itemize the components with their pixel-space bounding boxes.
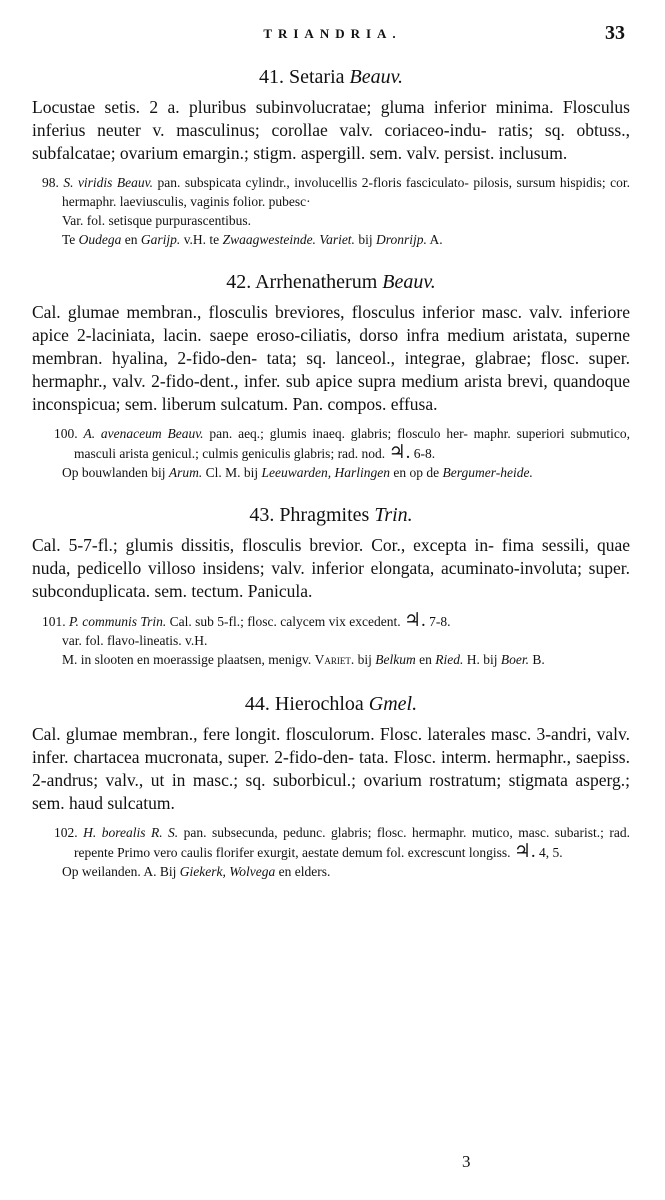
species-number: 98.: [42, 175, 59, 190]
species-number: 102.: [54, 825, 78, 840]
genus-name: Arrhenatherum: [255, 271, 378, 293]
locality-text: Op weilanden. A. Bij: [62, 864, 177, 879]
genus-section-arrhenatherum: [32, 269, 630, 482]
locality-text: bij: [358, 232, 373, 247]
species-entry: [32, 424, 630, 463]
flowering-months: 6-8.: [413, 446, 436, 461]
species-description: pan. subspicata cylindr., involucellis 2-floris fasciculato- pilosis, sursum hispidis; cor. hermaphr. laeviusculis, vaginis folior. pubesc·: [62, 175, 631, 209]
locality-place: Arum.: [168, 465, 203, 480]
genus-author: Beauv.: [382, 271, 436, 293]
species-author: Beauv.: [116, 175, 154, 190]
locality-text: en: [124, 232, 138, 247]
species-localities: [32, 862, 630, 881]
page-content: [32, 64, 630, 881]
species-epithet: viridis: [77, 175, 113, 190]
genus-name: Phragmites: [279, 504, 370, 526]
locality-text: M. in slooten en moerassige plaatsen, menigv.: [62, 652, 312, 667]
genus-author: Beauv.: [349, 66, 404, 88]
genus-number: 42.: [226, 271, 252, 293]
locality-text: Te: [62, 232, 76, 247]
species-epithet: borealis: [101, 825, 146, 840]
genus-name: Hierochloa: [274, 693, 364, 715]
species-entry: [32, 611, 630, 631]
genus-section-setaria: [32, 64, 630, 249]
locality-place: Giekerk,: [179, 864, 226, 879]
genus-name: Setaria: [288, 66, 345, 88]
species-description: Cal. sub 5-fl.; flosc. calycem vix excedent.: [169, 614, 401, 629]
genus-description: Cal. glumae membran., flosculis breviores, flosculus inferior masc. valv. inferiore apice 2-laciniata, lacin. saepe eroso-ciliatis, dorso infra medium aristata, superne membran. hyalina, 2-fido-den- tata; sq. lanceol., integrae, glabrae; flosc. super. hermaphr., valv. 2-fido-dent., infer. sub apice supra medium arista brevi, quandoque inconspicua; sem. liberum sulcatum. Pan. compos. effusa.: [32, 302, 630, 414]
perennial-symbol: ♃.: [403, 610, 426, 631]
genus-heading: [32, 691, 630, 717]
locality-place: Leeuwarden,: [261, 465, 332, 480]
locality-place: Belkum: [375, 652, 416, 667]
species-entry: [32, 823, 630, 862]
locality-text: A.: [429, 232, 443, 247]
genus-description: Cal. glumae membran., fere longit. flosculorum. Flosc. laterales masc. 3-andri, valv. infer. chartacea mucronata, super. 2-fido-den- tata. Flosc. interm. hermaphr., saepiss. 2-andrus; valv., ut in masc.; sq. suborbicul.; ovarium rostratum; stigmata asperg.; sem. haud sulcatum.: [32, 724, 630, 813]
locality-place: Oudega: [78, 232, 122, 247]
locality-place: Wolvega: [229, 864, 276, 879]
species-entry: [32, 173, 630, 211]
species-localities: [32, 230, 630, 249]
genus-heading: [32, 269, 630, 295]
genus-description: Locustae setis. 2 a. pluribus subinvolucratae; gluma inferior minima. Flosculus inferius neuter v. masculinus; corollae valv. coriaceo-indu- ratis; sq. obtuss., subfalcatae; ovarium emargin.; stigm. aspergill. sem. valv. persist. inclusum.: [32, 97, 630, 163]
species-epithet: communis: [82, 614, 138, 629]
genus-section-phragmites: [32, 502, 630, 669]
locality-place: Boer.: [500, 652, 529, 667]
species-number: 100.: [54, 426, 78, 441]
perennial-symbol: ♃.: [388, 442, 411, 463]
locality-place: Dronrijp.: [375, 232, 427, 247]
locality-place: Harlingen: [334, 465, 391, 480]
genus-number: 44.: [244, 693, 270, 715]
genus-number: 41.: [258, 66, 284, 88]
species-epithet: avenaceum: [100, 426, 162, 441]
perennial-symbol: ♃.: [513, 841, 536, 862]
species-variety: Var. fol. setisque purpurascentibus.: [62, 213, 251, 228]
flowering-months: 4, 5.: [539, 845, 563, 860]
species-variety: var. fol. flavo-lineatis. v.H.: [62, 633, 208, 648]
locality-text: H. bij: [466, 652, 498, 667]
flowering-months: 7-8.: [429, 614, 451, 629]
locality-variety-mark: Variet.: [319, 232, 355, 247]
locality-place: Zwaagwesteinde.: [222, 232, 316, 247]
genus-description: Cal. 5-7-fl.; glumis dissitis, flosculis brevior. Cor., excepta in- fima sessili, quae nuda, pedicello villoso insidens; valv. inferior elongata, acuminato-involuta; super. subconduplicata. sem. tectum. Panicula.: [32, 535, 630, 601]
genus-author: Gmel.: [368, 693, 418, 715]
locality-text: Cl. M. bij: [205, 465, 259, 480]
species-description: pan. subsecunda, pedunc. glabris; flosc. hermaphr. mutico, masc. subarist.; rad. repente Primo vero caulis florifer exurgit, aestate demum fol. excrescunt longiss.: [74, 825, 631, 860]
locality-text: B.: [532, 652, 545, 667]
species-localities: [32, 463, 630, 482]
species-author: R. S.: [150, 825, 179, 840]
running-head: TRIANDRIA.: [263, 26, 402, 41]
locality-place: Ried.: [435, 652, 464, 667]
locality-variety-mark: Variet.: [314, 652, 355, 667]
locality-text: v.H. te: [183, 232, 220, 247]
locality-text: bij: [357, 652, 372, 667]
genus-author: Trin.: [374, 504, 413, 526]
genus-heading: [32, 502, 630, 528]
species-description: pan. aeq.; glumis inaeq. glabris; flosculo her- maphr. superiori submutico, masculi arista genicul.; culmis geniculis glabris; rad. nod.: [74, 426, 631, 461]
locality-text: en elders.: [278, 864, 331, 879]
species-author: Beauv.: [167, 426, 204, 441]
locality-place: Garijp.: [140, 232, 181, 247]
species-genus-abbr: P.: [69, 614, 79, 629]
species-genus-abbr: H.: [83, 825, 97, 840]
genus-section-hierochloa: [32, 691, 630, 881]
species-author: Trin.: [140, 614, 167, 629]
genus-number: 43.: [249, 504, 275, 526]
species-genus-abbr: S.: [63, 175, 74, 190]
locality-place: Bergumer-heide.: [442, 465, 533, 480]
species-localities: [32, 650, 630, 669]
locality-text: en: [419, 652, 432, 667]
locality-text: en op de: [393, 465, 440, 480]
species-number: 101.: [42, 614, 66, 629]
locality-text: Op bouwlanden bij: [62, 465, 166, 480]
species-genus-abbr: A.: [83, 426, 96, 441]
genus-heading: [32, 64, 630, 90]
page-number: 33: [605, 22, 625, 44]
signature-mark: 3: [462, 1152, 471, 1171]
